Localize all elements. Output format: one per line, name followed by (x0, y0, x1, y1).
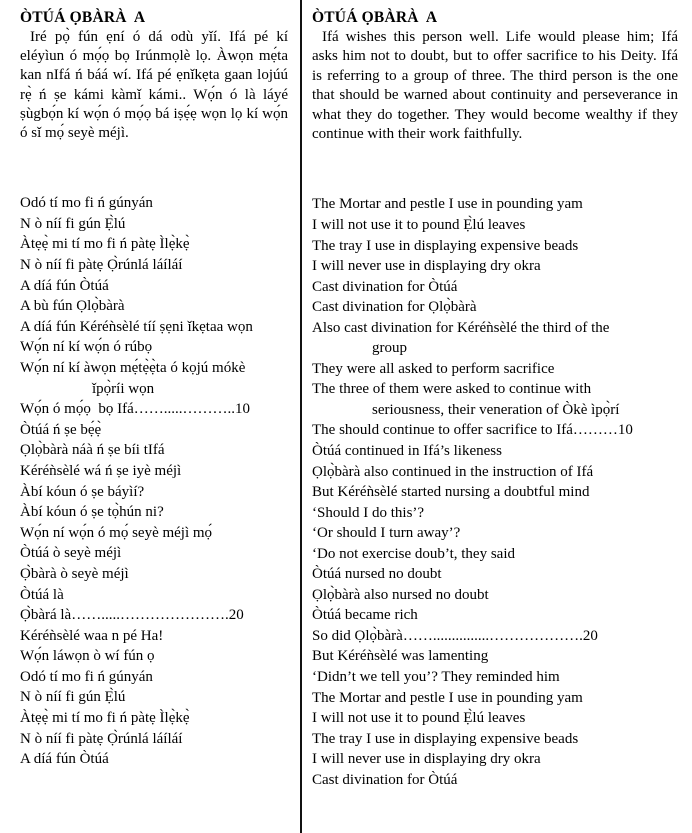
yoruba-intro-paragraph: Iré pọ̀ fún ẹní ó dá odù yǐí. Ifá pé kí eléyìun ó mọ́ọ bọ Irúnmọlè lọ. Àwọn mẹ́ta kan nIfá ń báá wí. Ifá pé ẹnǐkẹta gaan lojúú rẹ̀ ń ṣe kámi kàmǐ kámi.. Wọ́n ó là láyé ṣùgbọ́n kí wọ́n ó mọ́ọ bá iṣẹ́ẹ wọn lọ kí wọ́n ó sǐ mọ́ seyè méjì. (20, 29, 288, 142)
verse-line: Ọlọ̀bàrà also continued in the instruction of Ifá (312, 463, 594, 480)
verse-line: Àtẹẹ̀ mi tí mo fi ń pàtẹ Ìlẹ̀kẹ̀ (20, 236, 190, 253)
verse-line: The tray I use in displaying expensive beads (312, 730, 579, 747)
verse-line: The Mortar and pestle I use in pounding yam (312, 689, 583, 706)
verse-line: Òtúá continued in Ifá’s likeness (312, 443, 502, 459)
verse-line: Odó tí mo fi ń gúnyán (20, 668, 153, 685)
verse-line: Òtúá nursed no doubt (312, 566, 442, 583)
verse-line: Odó tí mo fi ń gúnyán (20, 195, 153, 212)
verse-line: So did Ọlọ̀bàrà……...............……………….20 (312, 627, 598, 644)
verse-line: Òtúá ò seyè méjì (20, 545, 122, 562)
yoruba-column-header: ÒTÚÁ ỌBÀRÀ A (20, 9, 146, 26)
verse-line: N ò níí fi pàtẹ Ọ̀rúnlá láíláí (20, 257, 183, 273)
english-column (302, 0, 692, 790)
verse-line: Cast divination for Ọlọ̀bàrà (312, 299, 477, 316)
verse-line: I will never use in displaying dry okra (312, 258, 541, 275)
verse-line: A bù fún Ọlọ̀bàrà (20, 298, 125, 315)
verse-line: I will never use in displaying dry okra (312, 751, 541, 768)
verse-line: Cast divination for Òtúá (312, 771, 458, 788)
verse-line: Wọ́n ní wọ́n ó mọ́ seyè méjì mọ́ (20, 524, 213, 541)
verse-line: Wọ́n láwọn ò wí fún ọ (20, 648, 155, 665)
verse-line: Ọ̀bàrá là…….....………………….20 (20, 607, 244, 624)
verse-line: Cast divination for Òtúá (312, 278, 458, 295)
verse-line: seriousness, their veneration of Òkè ìpọ̀rí (372, 401, 620, 418)
verse-line: Also cast divination for Kéréǹsèlé the third of the (312, 319, 610, 336)
verse-line: ǐpọ̀ríi wọn (92, 380, 155, 397)
verse-line: They were all asked to perform sacrifice (312, 360, 555, 377)
verse-line: Òtúá ń ṣe bẹ́ẹ̀ (20, 421, 102, 438)
verse-line: A díá fún Òtúá (20, 277, 109, 294)
yoruba-column (0, 0, 300, 770)
verse-line: Òtúá became rich (312, 607, 418, 624)
verse-line: ‘Do not exercise doub’t, they said (312, 545, 516, 562)
verse-line: The three of them were asked to continue with (312, 381, 592, 398)
english-verse-list (312, 194, 678, 790)
verse-line: ‘Should I do this’? (312, 504, 425, 521)
verse-line: group (372, 340, 407, 357)
verse-line: Òtúá là (20, 586, 64, 603)
verse-line: Wọ́n ó mọ́ọ bọ Ifá…….....………..10 (20, 401, 250, 418)
verse-line: Ọlọ̀bàrà also nursed no doubt (312, 586, 489, 603)
verse-line: N ò níí fi pàtẹ Ọ̀rúnlá láíláí (20, 730, 183, 747)
verse-line: A díá fún Òtúá (20, 751, 109, 768)
verse-line: But Kéréǹsèlé started nursing a doubtful mind (312, 484, 590, 501)
verse-line: Ọlọ̀bàrà náà ń ṣe bíi tIfá (20, 442, 165, 459)
verse-line: N ò níí fi gún Ẹ̀lú (20, 215, 126, 232)
verse-line: Àbí kóun ó ṣe tọ̀hún ni? (20, 504, 164, 521)
verse-line: Wọ́n ní kí wọ́n ó rúbọ (20, 339, 153, 356)
verse-line: Ọ̀bàrà ò seyè méjì (20, 565, 129, 582)
verse-line: ‘Didn’t we tell you’? They reminded him (312, 669, 560, 686)
english-intro-paragraph: Ifá wishes this person well. Life would please him; Ifá asks him not to doubt, but to offer sacrifice to his Deity. Ifá is referring to a group of three. The third person is the one that should be warned about continuity and perseverance in what they do together. They would become wealthy if they continue with their work faithfully. (312, 29, 678, 143)
verse-line: The tray I use in displaying expensive beads (312, 237, 579, 254)
verse-line: Wọ́n ní kí àwọn mẹ́tẹ̀ẹ̀ta ó kọjú mókè (20, 359, 246, 376)
verse-line: But Kéréǹsèlé was lamenting (312, 648, 489, 665)
verse-line: A díá fún Kéréǹsèlé tíí ṣẹni ǐkẹtaa wọn (20, 318, 253, 335)
verse-line: The should continue to offer sacrifice to Ifá………10 (312, 422, 633, 439)
yoruba-verse-list (20, 193, 288, 770)
verse-line: Àtẹẹ̀ mi tí mo fi ń pàtẹ Ìlẹ̀kẹ̀ (20, 710, 190, 727)
verse-line: I will not use it to pound Ẹ̀lú leaves (312, 216, 526, 233)
english-column-header: ÒTÚÁ ỌBÀRÀ A (312, 9, 438, 26)
verse-line: Kéréǹsèlé waa n pé Ha! (20, 627, 164, 644)
verse-line: I will not use it to pound Ẹ̀lú leaves (312, 710, 526, 727)
verse-line: Àbí kóun ó ṣe báyìí? (20, 483, 145, 500)
verse-line: Kéréǹsèlé wá ń ṣe iyè méjì (20, 462, 182, 479)
verse-line: N ò níí fi gún Ẹ̀lú (20, 689, 126, 706)
verse-line: ‘Or should I turn away’? (312, 525, 461, 542)
verse-line: The Mortar and pestle I use in pounding yam (312, 196, 583, 213)
